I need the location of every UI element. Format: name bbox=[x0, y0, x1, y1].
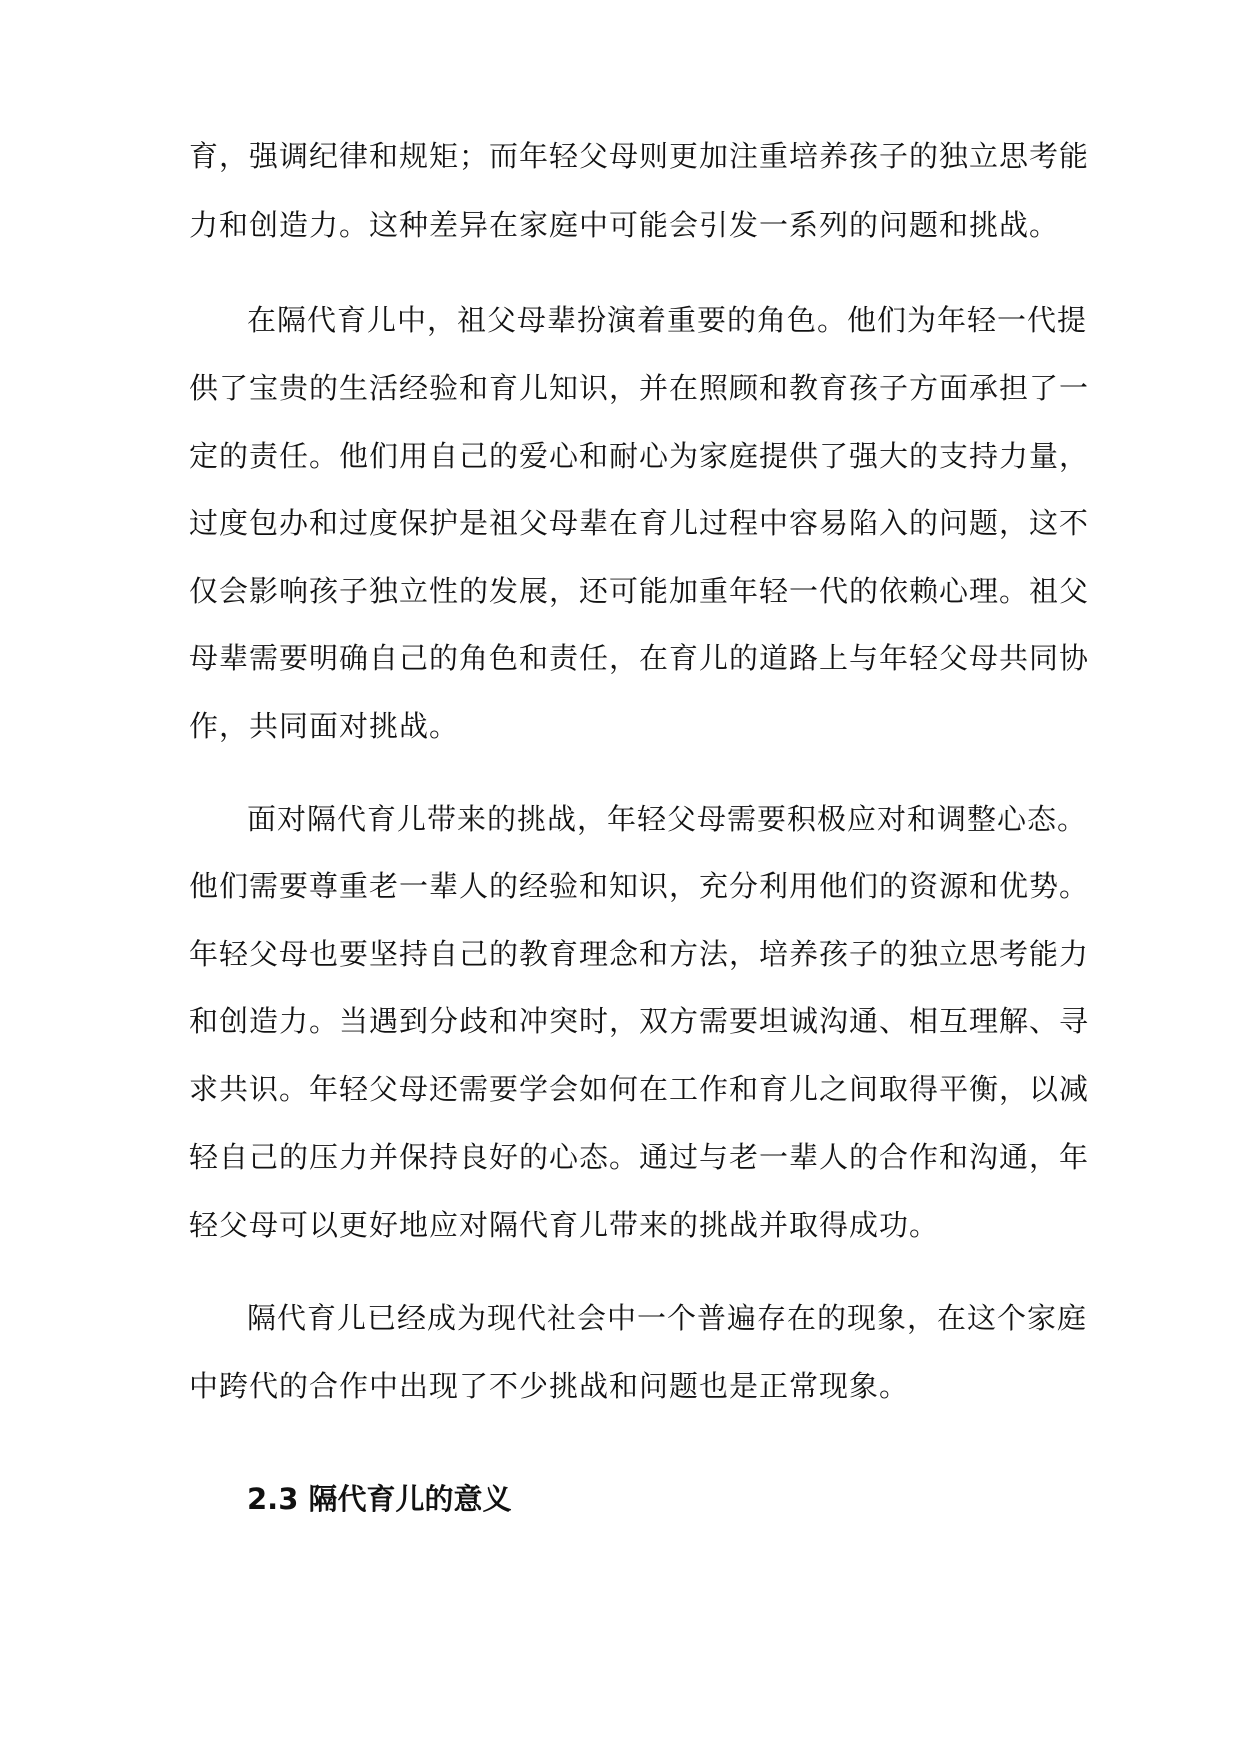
text-line: 他们需要尊重老一辈人的经验和知识，充分利用他们的资源和优势。 bbox=[189, 869, 1090, 903]
text-line: 仅会影响孩子独立性的发展，还可能加重年轻一代的依赖心理。祖父 bbox=[189, 574, 1090, 608]
text-line: 和创造力。当遇到分歧和冲突时，双方需要坦诚沟通、相互理解、寻 bbox=[189, 1004, 1090, 1038]
text-line: 定的责任。他们用自己的爱心和耐心为家庭提供了强大的支持力量， bbox=[189, 439, 1090, 473]
text-line: 母辈需要明确自己的角色和责任，在育儿的道路上与年轻父母共同协 bbox=[189, 641, 1090, 675]
section-heading: 2.3 隔代育儿的意义 bbox=[247, 1482, 512, 1516]
text-line: 求共识。年轻父母还需要学会如何在工作和育儿之间取得平衡，以减 bbox=[189, 1072, 1090, 1106]
text-line: 育，强调纪律和规矩；而年轻父母则更加注重培养孩子的独立思考能 bbox=[189, 139, 1090, 173]
paragraph-start-line: 在隔代育儿中，祖父母辈扮演着重要的角色。他们为年轻一代提 bbox=[247, 303, 1088, 337]
paragraph-start-line: 隔代育儿已经成为现代社会中一个普遍存在的现象，在这个家庭 bbox=[247, 1301, 1088, 1335]
text-line: 年轻父母也要坚持自己的教育理念和方法，培养孩子的独立思考能力 bbox=[189, 937, 1090, 971]
text-line: 供了宝贵的生活经验和育儿知识，并在照顾和教育孩子方面承担了一 bbox=[189, 371, 1090, 405]
text-line: 轻父母可以更好地应对隔代育儿带来的挑战并取得成功。 bbox=[189, 1208, 940, 1242]
text-line: 中跨代的合作中出现了不少挑战和问题也是正常现象。 bbox=[189, 1369, 910, 1403]
text-line: 作，共同面对挑战。 bbox=[189, 709, 460, 743]
text-line: 过度包办和过度保护是祖父母辈在育儿过程中容易陷入的问题，这不 bbox=[189, 506, 1090, 540]
paragraph-start-line: 面对隔代育儿带来的挑战，年轻父母需要积极应对和调整心态。 bbox=[247, 802, 1088, 836]
text-line: 轻自己的压力并保持良好的心态。通过与老一辈人的合作和沟通，年 bbox=[189, 1140, 1090, 1174]
text-line: 力和创造力。这种差异在家庭中可能会引发一系列的问题和挑战。 bbox=[189, 208, 1060, 242]
